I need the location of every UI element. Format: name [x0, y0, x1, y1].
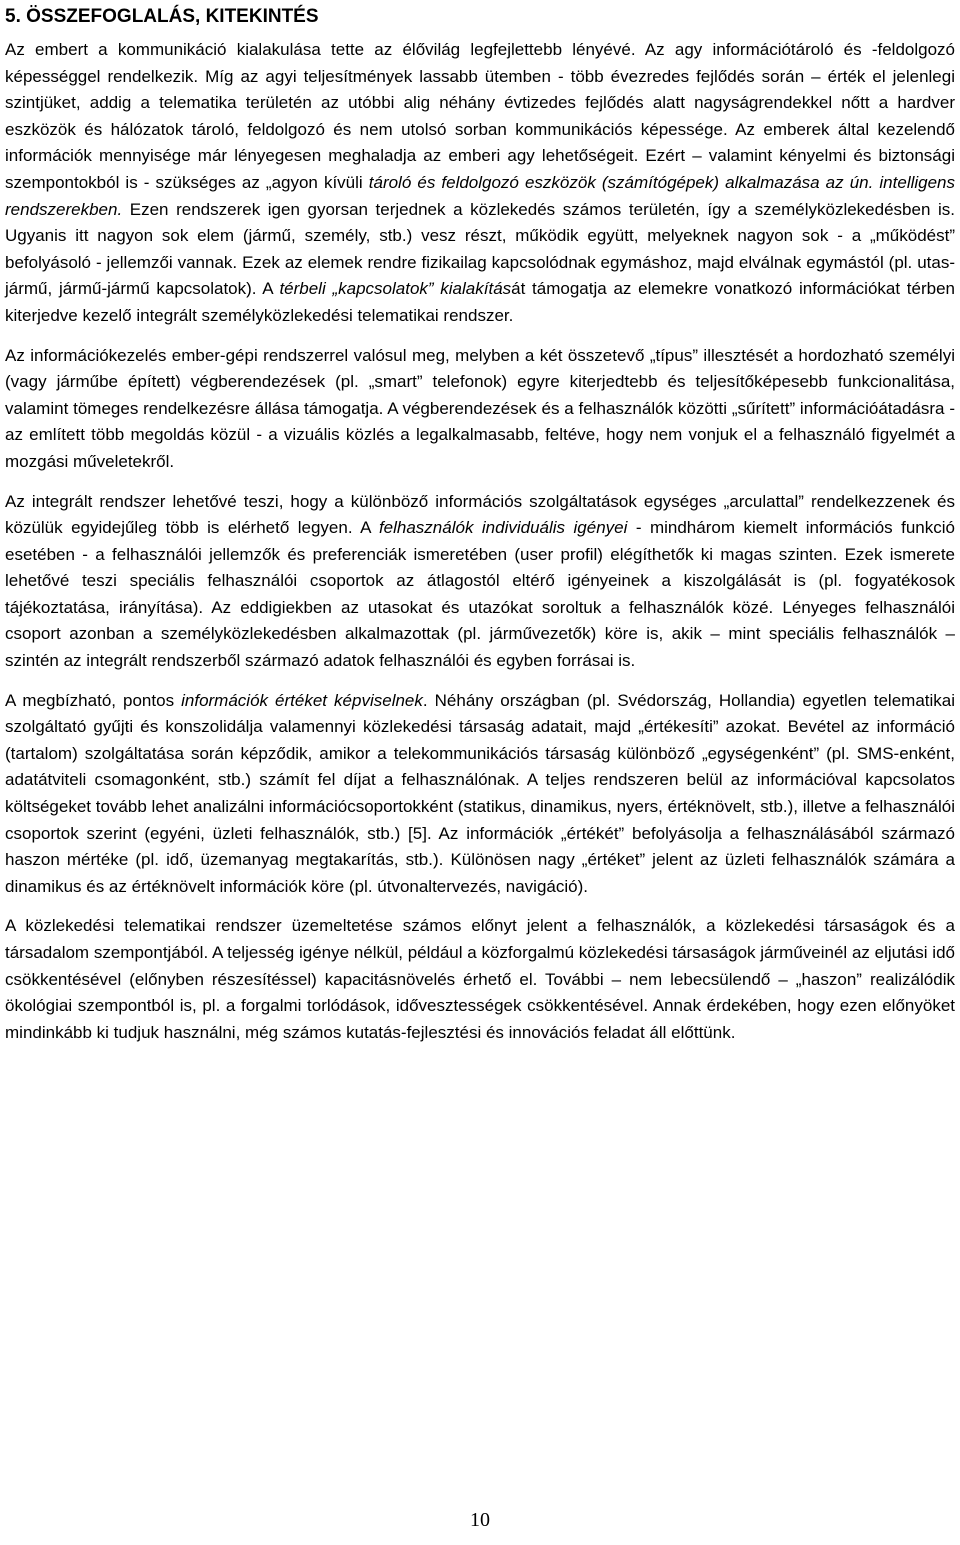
text-run: Ezen rendszerek igen gyorsan terjednek a közlekedés számos területén, így a személyközlekedésben is. Ugyanis itt nagyon sok elem (jármű, személy, stb.) vesz részt, működik együtt, melyeknek nagyon sok - a „működést” befolyásoló - jellemzői vannak. Ezek az elemek rendre fizikailag kapcsolódnak egymáshoz, majd elválnak egymástól (pl. utas-jármű, jármű-jármű kapcsolatok). A — [5, 199, 955, 299]
italic-text-run: felhasználók individuális igényei — [378, 518, 628, 538]
paragraph-5 — [5, 913, 955, 1046]
document-page — [5, 4, 955, 1059]
text-run: - mindhárom kiemelt információs funkció esetében - a felhasználói jellemzők és preferenciák ismeretében (user profil) elégíthetők ki magas szinten. Ezek ismerete lehetővé teszi speciális felhasználói csoportok az átlagostól eltérő igényeinek a kiszolgálását is (pl. fogyatékosok tájékoztatása, irányítása). Az eddigiekben az utasokat és utazókat soroltuk a felhasználók közé. Lényeges felhasználói csoport azonban a személyközlekedésben alkalmazottak (pl. járművezetők) köre is, akik – mint speciális felhasználók – szintén az integrált rendszerből származó adatok felhasználói és egyben forrásai is. — [5, 518, 955, 671]
paragraph-2 — [5, 343, 955, 476]
paragraph-4 — [5, 688, 955, 901]
text-run: Az embert a kommunikáció kialakulása tette az élővilág legfejlettebb lényévé. Az agy információtároló és -feldolgozó képességgel rendelkezik. Míg az agyi teljesítmények lassabb ütemben - több évezredes fejlődés során – érték el jelenlegi szintjüket, addig a telematika területén az utóbbi alig néhány évtizedes fejlődés alatt nagyságrendekkel nőtt a hardver eszközök és hálózatok tároló, feldolgozó és nem utolsó sorban kommunikációs képessége. Az emberek által kezelendő információk mennyisége már lényegesen meghaladja az emberi agy lehetőségeit. Ezért – valamint kényelmi és biztonsági szempontokból is - szükséges az „agyon kívüli — [5, 40, 955, 192]
text-run: Az integrált rendszer lehetővé teszi, hogy a különböző információs szolgáltatások egységes „arculattal” rendelkezzenek és közülük egyidejűleg több is elérhető legyen. A — [5, 491, 955, 538]
paragraph-3 — [5, 489, 955, 675]
paragraph-1 — [5, 37, 955, 330]
text-run: A közlekedési telematikai rendszer üzemeltetése számos előnyt jelent a felhasználók, a közlekedési társaságok és a társadalom szempontjából. A teljesség igénye nélkül, például a közforgalmú közlekedési társaságok járműveinél az eljutási idő csökkentésével (előnyben részesítéssel) kapacitásnövelés érhető el. További – nem lebecsülendő – „haszon” realizálódik ökológiai szempontból is, pl. a forgalmi torlódások, idővesztességek csökkentésével. Annak érdekében, hogy ezen előnyöket mindinkább ki tudjuk használni, még számos kutatás-fejlesztési és innovációs feladat áll előttünk. — [5, 916, 955, 1042]
text-run: . Néhány országban (pl. Svédország, Hollandia) egyetlen telematikai szolgáltató gyűjti és konszolidálja valamennyi közlekedési társaság adatait, majd „értékesíti” azokat. Bevétel az információ (tartalom) szolgáltatása során képződik, amikor a telekommunikációs társaság különböző „egységenként” (pl. SMS-enként, adatátviteli csomagonként, stb.) számít fel díjat a felhasználónak. A teljes rendszeren belül az információval kapcsolatos költségeket tovább lehet analizálni információcsoportokként (statikus, dinamikus, nyers, értéknövelt, stb.), illetve a felhasználói csoportok szerint (egyéni, üzleti felhasználók, stb.) [5]. Az információk „értékét” befolyásolja a felhasználásából származó haszon mértéke (pl. idő, üzemanyag megtakarítás, stb.). Különösen nagy „értéket” jelent az üzleti felhasználók számára a dinamikus és az értéknövelt információk köre (pl. útvonaltervezés, navigáció). — [5, 690, 956, 896]
text-run: át támogatja az elemekre vonatkozó információkat térben kiterjedve kezelő integrált személyközlekedési telematikai rendszer. — [5, 279, 956, 325]
italic-text-run: tároló és feldolgozó eszközök (számítógépek) alkalmazása az ún. intelligens rendszerekben. — [5, 172, 956, 219]
text-run: Az információkezelés ember-gépi rendszerrel valósul meg, melyben a két összetevő „típus” illesztését a hordozható személyi (vagy járműbe épített) végberendezések (pl. „smart” telefonok) egyre kiterjedtebb és teljesítőképesebb funkcionalitása, valamint tömeges rendelkezésre állása támogatja. A végberendezések és a felhasználók közötti „sűrített” információátadásra - az említett több megoldás közül - a vizuális közlés a legalkalmasabb, feltéve, hogy nem vonjuk el a felhasználó figyelmét a mozgási műveletekről. — [5, 345, 955, 471]
section-heading: 5. ÖSSZEFOGLALÁS, KITEKINTÉS — [5, 6, 319, 27]
page-number: 10 — [470, 1509, 490, 1531]
italic-text-run: információk értéket képviselnek — [181, 690, 423, 710]
italic-text-run: térbeli „kapcsolatok” kialakítás — [279, 279, 512, 299]
text-run: A megbízható, pontos — [5, 690, 182, 710]
